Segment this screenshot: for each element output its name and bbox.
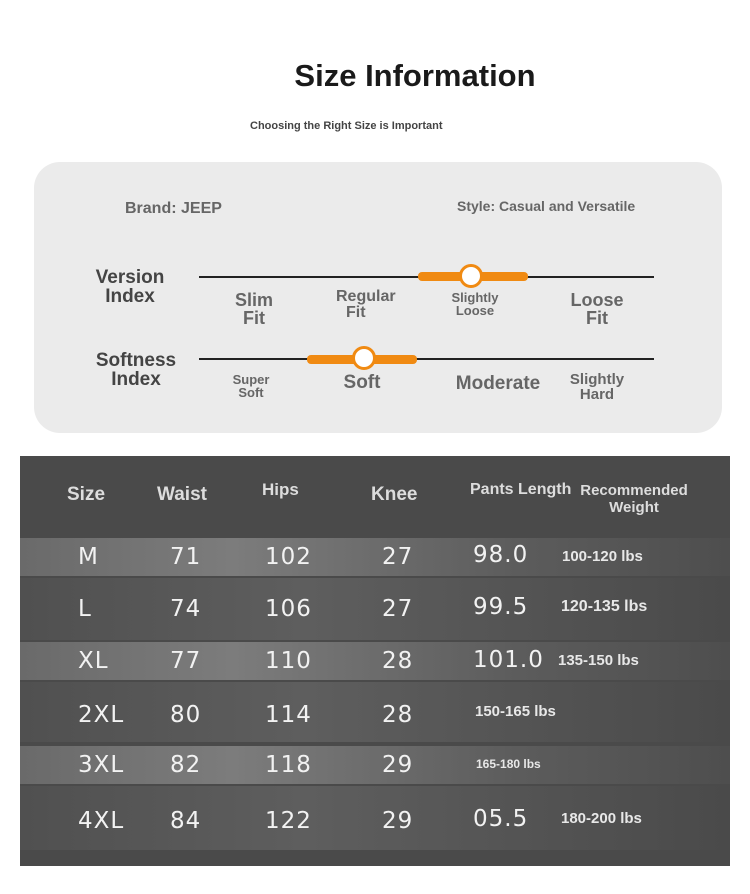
version-index-slider-knob — [459, 264, 483, 288]
cell-knee: 29 — [382, 808, 414, 834]
version-option-regular-fit — [336, 289, 414, 321]
cell-knee: 28 — [382, 648, 414, 674]
cell-weight: 120-135 lbs — [561, 598, 648, 615]
version-index-label-line2: Index — [105, 286, 155, 307]
style-label: Style: Casual and Versatile — [457, 198, 636, 214]
option-line2: Soft — [238, 385, 264, 400]
option-line2: Fit — [586, 308, 608, 328]
cell-hips: 122 — [265, 808, 312, 834]
cell-size: 2XL — [78, 702, 125, 728]
cell-hips: 106 — [265, 596, 312, 622]
cell-weight: 100-120 lbs — [562, 548, 643, 565]
softness-option-slightly-hard — [560, 372, 634, 402]
cell-size: M — [78, 544, 99, 570]
header-pants-length: Pants Length — [470, 481, 572, 498]
page-subtitle: Choosing the Right Size is Important — [250, 120, 443, 132]
cell-length: 98.0 — [473, 542, 529, 568]
softness-index-label-line2: Index — [111, 369, 161, 390]
softness-option-soft — [330, 373, 394, 392]
option-line2: Fit — [346, 304, 366, 321]
table-row — [20, 538, 730, 576]
table-row — [20, 578, 730, 640]
softness-option-super-soft — [222, 373, 280, 399]
cell-hips: 110 — [265, 648, 312, 674]
cell-size: 3XL — [78, 752, 125, 778]
option-line2: Loose — [455, 303, 495, 318]
softness-option-moderate — [440, 374, 556, 393]
cell-length: 99.5 — [473, 594, 529, 620]
cell-waist: 82 — [170, 752, 202, 778]
cell-weight: 135-150 lbs — [558, 652, 639, 669]
cell-weight: 150-165 lbs — [475, 703, 556, 720]
cell-size: XL — [78, 648, 109, 674]
option-line2: Fit — [243, 308, 265, 328]
option-line1: Regular — [336, 288, 396, 305]
table-row — [20, 682, 730, 742]
brand-label: Brand: JEEP — [125, 200, 222, 217]
table-row — [20, 642, 730, 680]
cell-waist: 77 — [170, 648, 202, 674]
option-line1: Slightly — [451, 290, 499, 305]
cell-knee: 29 — [382, 752, 414, 778]
version-option-slightly-loose — [440, 291, 510, 317]
cell-knee: 27 — [382, 544, 414, 570]
softness-index-slider-knob — [352, 346, 376, 370]
cell-size: L — [78, 596, 92, 622]
option-line2: Hard — [579, 386, 615, 403]
option-line1: Soft — [343, 372, 381, 393]
table-row — [20, 786, 730, 850]
cell-weight: 165-180 lbs — [476, 757, 541, 771]
softness-index-track — [199, 358, 654, 360]
softness-index-label — [88, 351, 184, 389]
size-table — [20, 456, 730, 866]
cell-waist: 74 — [170, 596, 202, 622]
version-index-label — [88, 268, 172, 306]
cell-waist: 84 — [170, 808, 202, 834]
cell-length: 05.5 — [473, 806, 529, 832]
header-weight-line1: Recommended — [580, 482, 688, 499]
header-size: Size — [67, 484, 106, 505]
header-hips: Hips — [262, 480, 299, 499]
cell-hips: 102 — [265, 544, 312, 570]
table-row — [20, 746, 730, 784]
cell-knee: 27 — [382, 596, 414, 622]
option-line1: Loose — [570, 290, 624, 310]
option-line1: Moderate — [455, 373, 541, 394]
cell-size: 4XL — [78, 808, 125, 834]
cell-length: 101.0 — [473, 647, 544, 673]
cell-hips: 118 — [265, 752, 312, 778]
option-line1: Super — [232, 372, 270, 387]
header-recommended-weight — [566, 482, 702, 516]
version-option-loose-fit — [562, 291, 632, 327]
version-option-slim-fit — [222, 291, 286, 327]
header-waist: Waist — [157, 484, 207, 505]
cell-hips: 114 — [265, 702, 312, 728]
cell-weight: 180-200 lbs — [561, 810, 642, 827]
option-line1: Slightly — [569, 371, 625, 388]
option-line1: Slim — [234, 290, 273, 310]
header-weight-line2: Weight — [609, 499, 659, 516]
header-knee: Knee — [371, 484, 418, 505]
cell-waist: 71 — [170, 544, 202, 570]
cell-waist: 80 — [170, 702, 202, 728]
softness-index-label-line1: Softness — [95, 350, 177, 371]
cell-knee: 28 — [382, 702, 414, 728]
version-index-label-line1: Version — [95, 267, 165, 288]
page-title: Size Information — [294, 58, 536, 93]
